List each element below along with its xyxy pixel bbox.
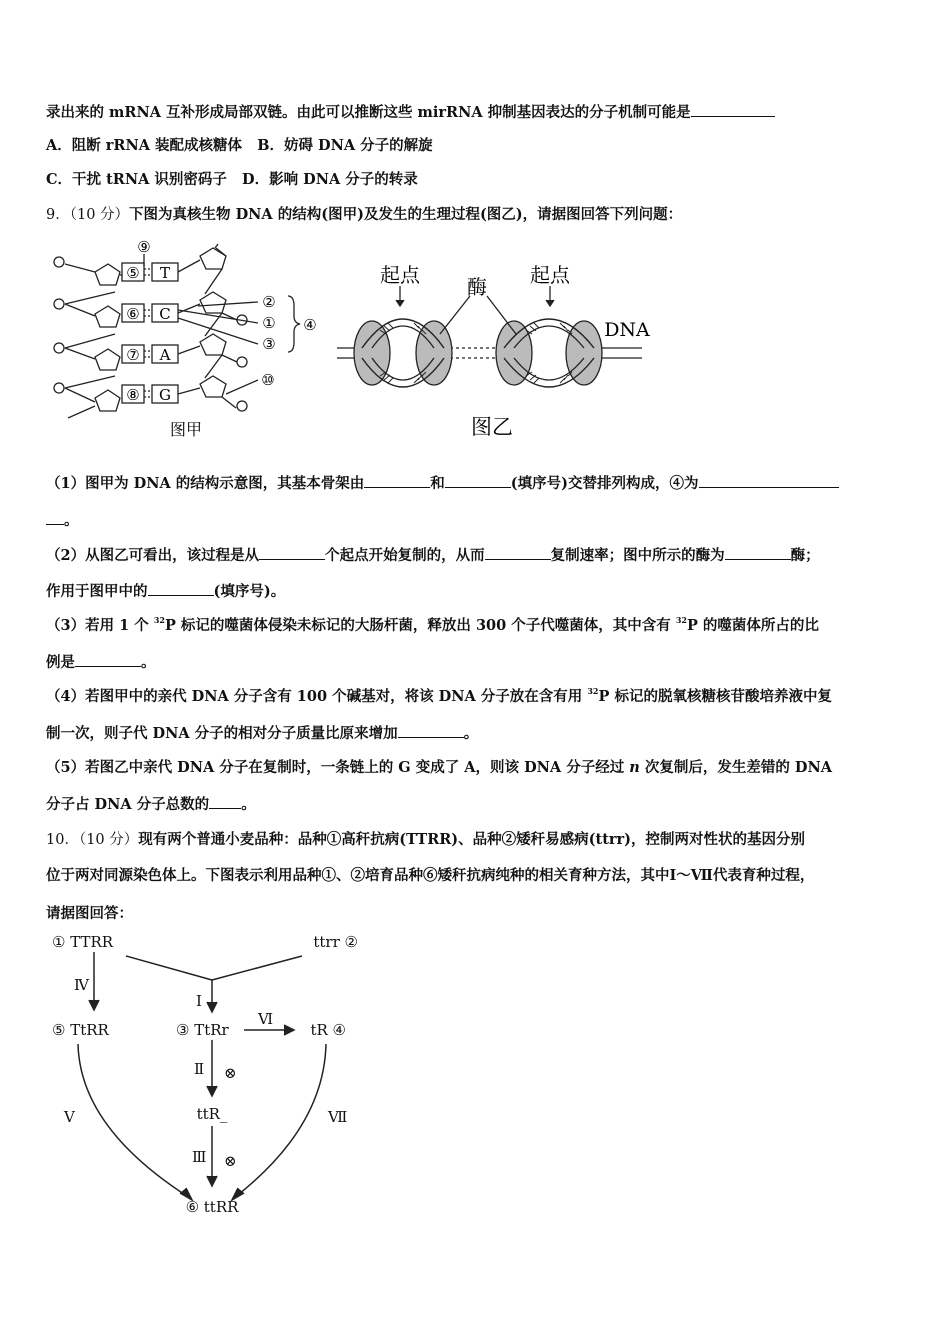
q9-stem-text: 下图为真核生物 DNA 的结构(图甲)及发生的生理过程(图乙)，请据图回答下列问题：	[129, 206, 683, 223]
node-5: ⑤ TtRR	[52, 1021, 109, 1039]
q8-text: 录出来的 mRNA 互补形成局部双链。由此可以推断这些 mirRNA 抑制基因表达的分子机制可能是	[46, 104, 691, 121]
q9-sub5-cont	[46, 794, 256, 815]
answer-blank[interactable]	[209, 794, 241, 809]
q10-stem-line3	[46, 904, 133, 924]
node-6: ⑥ ttRR	[185, 1198, 239, 1216]
answer-blank[interactable]	[699, 473, 839, 488]
q9-sub3-text: 例是	[46, 654, 75, 671]
base-t: T	[159, 264, 171, 282]
q10-stem-line2	[46, 866, 814, 886]
q9-sub3-text: （3）若用 1 个	[46, 617, 154, 634]
q10-stem-text: 位于两对同源染色体上。下图表示利用品种①、②培育品种⑥矮秆抗病纯种的相关育种方法，其中Ⅰ～Ⅶ代表育种过程，	[46, 867, 815, 884]
superscript: 32	[153, 615, 165, 625]
figure-caption-jia: 图甲	[169, 420, 203, 439]
dna-replication-figure	[332, 262, 672, 446]
base-g: G	[159, 386, 171, 404]
q9-sub5-text: 分子占 DNA 分子总数的	[46, 796, 210, 813]
q9-sub5	[46, 758, 832, 778]
q9-sub3-text: P 标记的噬菌体侵染未标记的大肠杆菌，释放出 300 个子代噬菌体，其中含有	[164, 617, 676, 634]
label-1: ①	[262, 314, 276, 332]
option-a[interactable]: A．阻断 rRNA 装配成核糖体	[46, 137, 243, 154]
step-VI: Ⅵ	[258, 1010, 274, 1028]
answer-blank[interactable]	[148, 581, 214, 596]
q9-sub2-text: （2）从图乙可看出，该过程是从	[46, 547, 260, 564]
label-3: ③	[262, 335, 276, 353]
label-4: ④	[303, 316, 317, 334]
q9-sub5-text: （5）若图乙中亲代 DNA 分子在复制时，一条链上的 G 变成了 A，则该 DNA 分子经过	[46, 759, 630, 776]
superscript: 32	[675, 615, 687, 625]
option-d[interactable]: D．影响 DNA 分子的转录	[242, 171, 418, 188]
selfing-symbol: ⊗	[224, 1152, 237, 1170]
option-b[interactable]: B．妨碍 DNA 分子的解旋	[257, 137, 433, 154]
q8-line	[46, 102, 775, 123]
q9-sub2-text: 个起点开始复制的，从而	[325, 547, 485, 564]
q9-stem	[46, 205, 682, 225]
q9-sub1-text: 和	[430, 475, 445, 492]
q8-options-row2	[46, 170, 418, 190]
q9-sub3-text: 。	[141, 654, 156, 671]
base-a: A	[159, 346, 171, 364]
base-c: C	[159, 305, 171, 323]
label-5: ⑤	[126, 264, 140, 282]
intermediate-node: ttR_	[196, 1105, 228, 1123]
label-9: ⑨	[137, 238, 151, 256]
question-number: 9．（10 分）	[46, 207, 130, 223]
superscript: 32	[587, 686, 599, 696]
q9-sub2	[46, 545, 820, 566]
answer-blank[interactable]	[691, 102, 775, 117]
answer-blank[interactable]	[725, 545, 791, 560]
node-1: ① TTRR	[52, 933, 114, 951]
q10-stem-line1	[46, 830, 805, 850]
label-8: ⑧	[126, 386, 140, 404]
q9-sub4-text: 制一次，则子代 DNA 分子的相对分子质量比原来增加	[46, 725, 398, 742]
q9-sub4	[46, 687, 832, 707]
q9-sub1-text: （1）图甲为 DNA 的结构示意图，其基本骨架由	[46, 475, 365, 492]
label-10: ⑩	[261, 371, 275, 389]
step-III: Ⅲ	[192, 1148, 207, 1166]
breeding-diagram	[40, 928, 370, 1224]
question-number: 10．（10 分）	[46, 832, 139, 848]
origin-label-right: 起点	[530, 263, 570, 287]
q9-sub5-text: 次复制后，发生差错的 DNA	[639, 759, 832, 776]
q9-sub2-cont	[46, 581, 285, 602]
q10-stem-text: 请据图回答：	[46, 905, 133, 922]
dna-structure-figure	[40, 236, 330, 446]
node-3: ③ TtRr	[176, 1021, 229, 1039]
origin-label-left: 起点	[380, 263, 420, 287]
answer-blank[interactable]	[259, 545, 325, 560]
q9-sub5-text: 。	[241, 796, 256, 813]
label-6: ⑥	[126, 305, 140, 323]
q9-sub2-text: 复制速率；图中所示的酶为	[550, 547, 725, 564]
q10-stem-text: 现有两个普通小麦品种：品种①高秆抗病(TTRR)、品种②矮秆易感病(ttrr)，控制两对性状的基因分别	[138, 831, 806, 848]
q9-sub2-text: 作用于图甲中的	[46, 583, 148, 600]
q9-sub4-text: 。	[463, 725, 479, 742]
q8-options-row1	[46, 136, 433, 156]
answer-blank[interactable]	[46, 510, 64, 525]
step-II: Ⅱ	[194, 1060, 205, 1078]
answer-blank[interactable]	[75, 652, 141, 667]
answer-blank[interactable]	[398, 723, 464, 738]
node-4: tR ④	[310, 1021, 346, 1039]
answer-blank[interactable]	[445, 473, 511, 488]
variable-n: n	[629, 759, 640, 776]
step-VII: Ⅶ	[328, 1108, 348, 1126]
q9-sub1	[46, 473, 839, 494]
selfing-symbol: ⊗	[224, 1064, 237, 1082]
answer-blank[interactable]	[364, 473, 430, 488]
q9-sub3-cont	[46, 652, 156, 673]
dna-label: DNA	[604, 319, 650, 341]
q9-sub3-text: P 的噬菌体所占的比	[686, 617, 819, 634]
figure-caption-yi: 图乙	[471, 415, 513, 439]
q9-sub4-cont	[46, 723, 478, 744]
step-V: Ⅴ	[64, 1108, 75, 1126]
q9-sub1-text: 。	[64, 512, 79, 529]
q9-sub2-text: (填序号)。	[213, 583, 286, 600]
q9-sub2-text: 酶；	[790, 547, 820, 564]
q9-sub4-text: （4）若图甲中的亲代 DNA 分子含有 100 个碱基对，将该 DNA 分子放在含有用	[46, 688, 588, 705]
answer-blank[interactable]	[485, 545, 551, 560]
node-2: ttrr ②	[313, 933, 358, 951]
step-I: Ⅰ	[196, 992, 202, 1010]
q9-sub3	[46, 616, 819, 636]
q9-sub1-text: (填序号)交替排列构成，④为	[510, 475, 699, 492]
label-7: ⑦	[126, 346, 140, 364]
q9-sub4-text: P 标记的脱氧核糖核苷酸培养液中复	[598, 688, 832, 705]
step-IV: Ⅳ	[74, 976, 89, 994]
q9-sub1-cont	[46, 510, 79, 531]
enzyme-label: 酶	[467, 275, 487, 299]
option-c[interactable]: C．干扰 tRNA 识别密码子	[46, 171, 227, 188]
label-2: ②	[262, 293, 276, 311]
